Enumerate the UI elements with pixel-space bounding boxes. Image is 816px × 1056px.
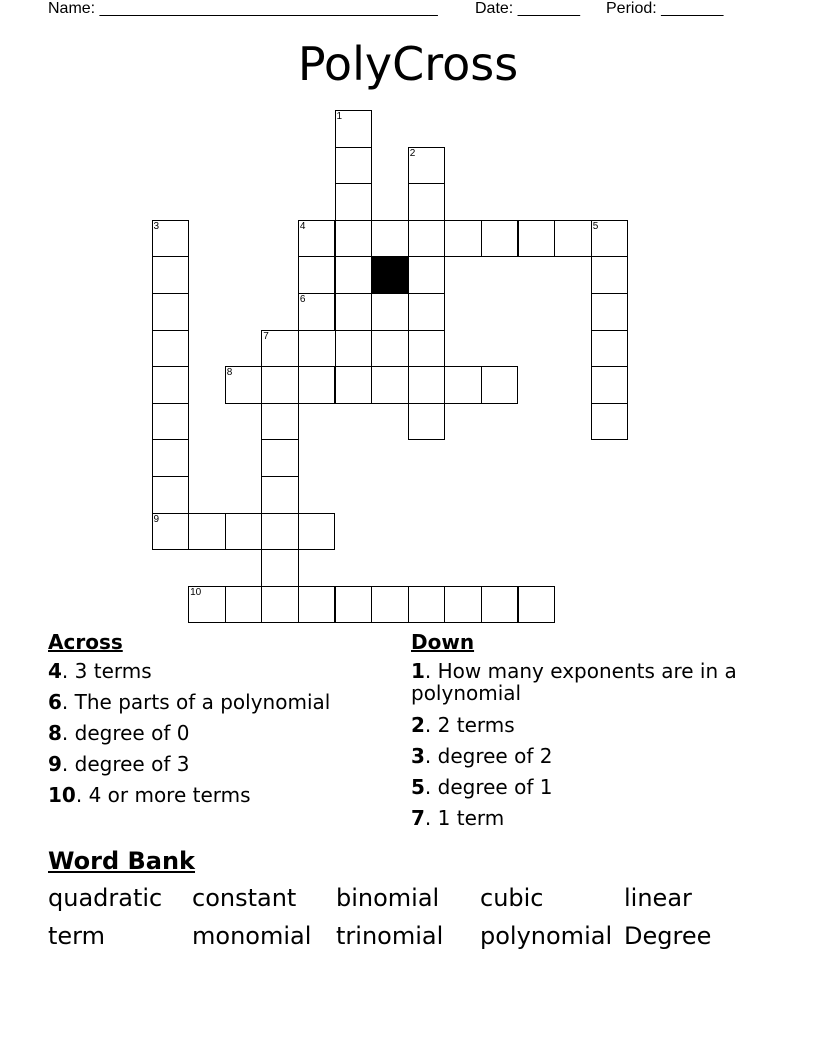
grid-cell[interactable] <box>591 256 629 294</box>
period-field-label: Period: _______ <box>606 0 724 17</box>
grid-cell[interactable] <box>444 366 482 404</box>
grid-cell[interactable] <box>335 220 373 258</box>
word-bank-word: constant <box>192 884 297 912</box>
clue-number: 10 <box>190 586 202 598</box>
clue-number: 6 <box>48 690 62 714</box>
grid-cell[interactable] <box>152 513 190 551</box>
grid-cell[interactable] <box>261 476 299 514</box>
grid-cell[interactable] <box>298 586 336 624</box>
grid-cell[interactable] <box>554 220 592 258</box>
clue-text: degree of 2 <box>437 744 553 768</box>
puzzle-title: PolyCross <box>297 37 519 91</box>
clue-number: 3 <box>153 220 160 232</box>
clue-number: 9 <box>153 513 160 525</box>
grid-cell[interactable] <box>518 220 556 258</box>
grid-cell[interactable] <box>298 220 336 258</box>
grid-cell[interactable] <box>261 439 299 477</box>
grid-cell[interactable] <box>408 147 446 185</box>
clue-number: 10 <box>48 783 76 807</box>
grid-cell[interactable] <box>371 366 409 404</box>
clue-number: 5 <box>592 220 599 232</box>
grid-cell[interactable] <box>188 586 226 624</box>
grid-cell[interactable] <box>408 256 446 294</box>
grid-black-cell <box>371 256 409 294</box>
down-clue: 3. degree of 2 <box>411 744 553 768</box>
grid-cell[interactable] <box>225 586 263 624</box>
clue-number: 5 <box>411 775 425 799</box>
grid-cell[interactable] <box>335 147 373 185</box>
grid-cell[interactable] <box>152 366 190 404</box>
grid-cell[interactable] <box>298 256 336 294</box>
grid-cell[interactable] <box>591 403 629 441</box>
clue-number: 3 <box>411 744 425 768</box>
clue-number: 8 <box>226 367 233 379</box>
grid-cell[interactable] <box>481 366 519 404</box>
grid-cell[interactable] <box>261 586 299 624</box>
clue-text: 4 or more terms <box>88 783 251 807</box>
grid-cell[interactable] <box>335 330 373 368</box>
across-clue: 8. degree of 0 <box>48 721 190 745</box>
grid-cell[interactable] <box>225 513 263 551</box>
across-clue: 4. 3 terms <box>48 659 152 683</box>
grid-cell[interactable] <box>408 330 446 368</box>
down-clue: 2. 2 terms <box>411 713 515 737</box>
across-heading: Across <box>48 630 123 654</box>
clue-text: degree of 3 <box>74 752 190 776</box>
grid-cell[interactable] <box>261 549 299 587</box>
word-bank-word: quadratic <box>48 884 163 912</box>
grid-cell[interactable] <box>335 586 373 624</box>
grid-cell[interactable] <box>481 220 519 258</box>
clue-text: 3 terms <box>74 659 152 683</box>
grid-cell[interactable] <box>261 403 299 441</box>
word-bank-word: monomial <box>192 922 312 950</box>
grid-cell[interactable] <box>152 220 190 258</box>
date-field-label: Date: _______ <box>475 0 580 17</box>
grid-cell[interactable] <box>298 366 336 404</box>
word-bank-heading: Word Bank <box>48 847 196 875</box>
clue-number: 7 <box>411 806 425 830</box>
clue-number: 4 <box>299 220 306 232</box>
clue-number: 1 <box>336 111 343 122</box>
clue-number: 9 <box>48 752 62 776</box>
grid-cell[interactable] <box>152 439 190 477</box>
clue-number: 2 <box>409 147 416 159</box>
clue-text: degree of 1 <box>437 775 553 799</box>
word-bank-word: trinomial <box>336 922 444 950</box>
name-field-label: Name: ______________________________________ <box>48 0 438 17</box>
grid-cell[interactable] <box>335 293 373 331</box>
grid-cell[interactable] <box>408 586 446 624</box>
grid-cell[interactable] <box>371 220 409 258</box>
grid-cell[interactable] <box>152 256 190 294</box>
across-clue: 6. The parts of a polynomial <box>48 690 331 714</box>
down-clue: 1. How many exponents are in a polynomial <box>411 659 737 705</box>
grid-cell[interactable] <box>152 403 190 441</box>
grid-cell[interactable] <box>408 220 446 258</box>
clue-number: 1 <box>411 659 425 683</box>
clue-number: 8 <box>48 721 62 745</box>
grid-cell[interactable] <box>444 220 482 258</box>
word-bank-word: cubic <box>480 884 544 912</box>
grid-cell[interactable] <box>591 220 629 258</box>
grid-cell[interactable] <box>591 293 629 331</box>
word-bank-word: term <box>48 922 105 950</box>
grid-cell[interactable] <box>261 366 299 404</box>
grid-cell[interactable] <box>408 293 446 331</box>
grid-cell[interactable] <box>152 330 190 368</box>
grid-cell[interactable] <box>408 366 446 404</box>
grid-cell[interactable] <box>261 513 299 551</box>
word-bank-word: binomial <box>336 884 440 912</box>
down-heading: Down <box>411 630 475 654</box>
across-clue: 9. degree of 3 <box>48 752 190 776</box>
grid-cell[interactable] <box>481 586 519 624</box>
word-bank-word: linear <box>624 884 692 912</box>
grid-cell[interactable] <box>371 293 409 331</box>
across-clue: 10. 4 or more terms <box>48 783 251 807</box>
clue-text: degree of 0 <box>74 721 190 745</box>
grid-cell[interactable] <box>188 513 226 551</box>
down-clue: 5. degree of 1 <box>411 775 553 799</box>
clue-text: 2 terms <box>437 713 515 737</box>
grid-cell[interactable] <box>152 293 190 331</box>
clue-text: The parts of a polynomial <box>74 690 331 714</box>
grid-cell[interactable] <box>298 513 336 551</box>
grid-cell[interactable] <box>335 256 373 294</box>
clue-number: 2 <box>411 713 425 737</box>
grid-cell[interactable] <box>408 183 446 221</box>
grid-cell[interactable] <box>408 403 446 441</box>
grid-cell[interactable] <box>335 366 373 404</box>
grid-cell[interactable] <box>152 476 190 514</box>
grid-cell[interactable] <box>591 366 629 404</box>
word-bank-word: polynomial <box>480 922 613 950</box>
grid-cell[interactable] <box>371 586 409 624</box>
clue-text: How many exponents are in a polynomial <box>411 659 737 705</box>
clue-number: 6 <box>299 294 306 305</box>
grid-cell[interactable] <box>335 183 373 221</box>
word-bank-word: Degree <box>624 922 712 950</box>
down-clue: 7. 1 term <box>411 806 505 830</box>
grid-cell[interactable] <box>225 366 263 404</box>
grid-cell[interactable] <box>518 586 556 624</box>
grid-cell[interactable] <box>335 110 373 148</box>
clue-number: 4 <box>48 659 62 683</box>
grid-cell[interactable] <box>261 330 299 368</box>
clue-text: 1 term <box>437 806 505 830</box>
grid-cell[interactable] <box>444 586 482 624</box>
clue-number: 7 <box>263 330 269 342</box>
grid-cell[interactable] <box>591 330 629 368</box>
grid-cell[interactable] <box>298 293 336 331</box>
